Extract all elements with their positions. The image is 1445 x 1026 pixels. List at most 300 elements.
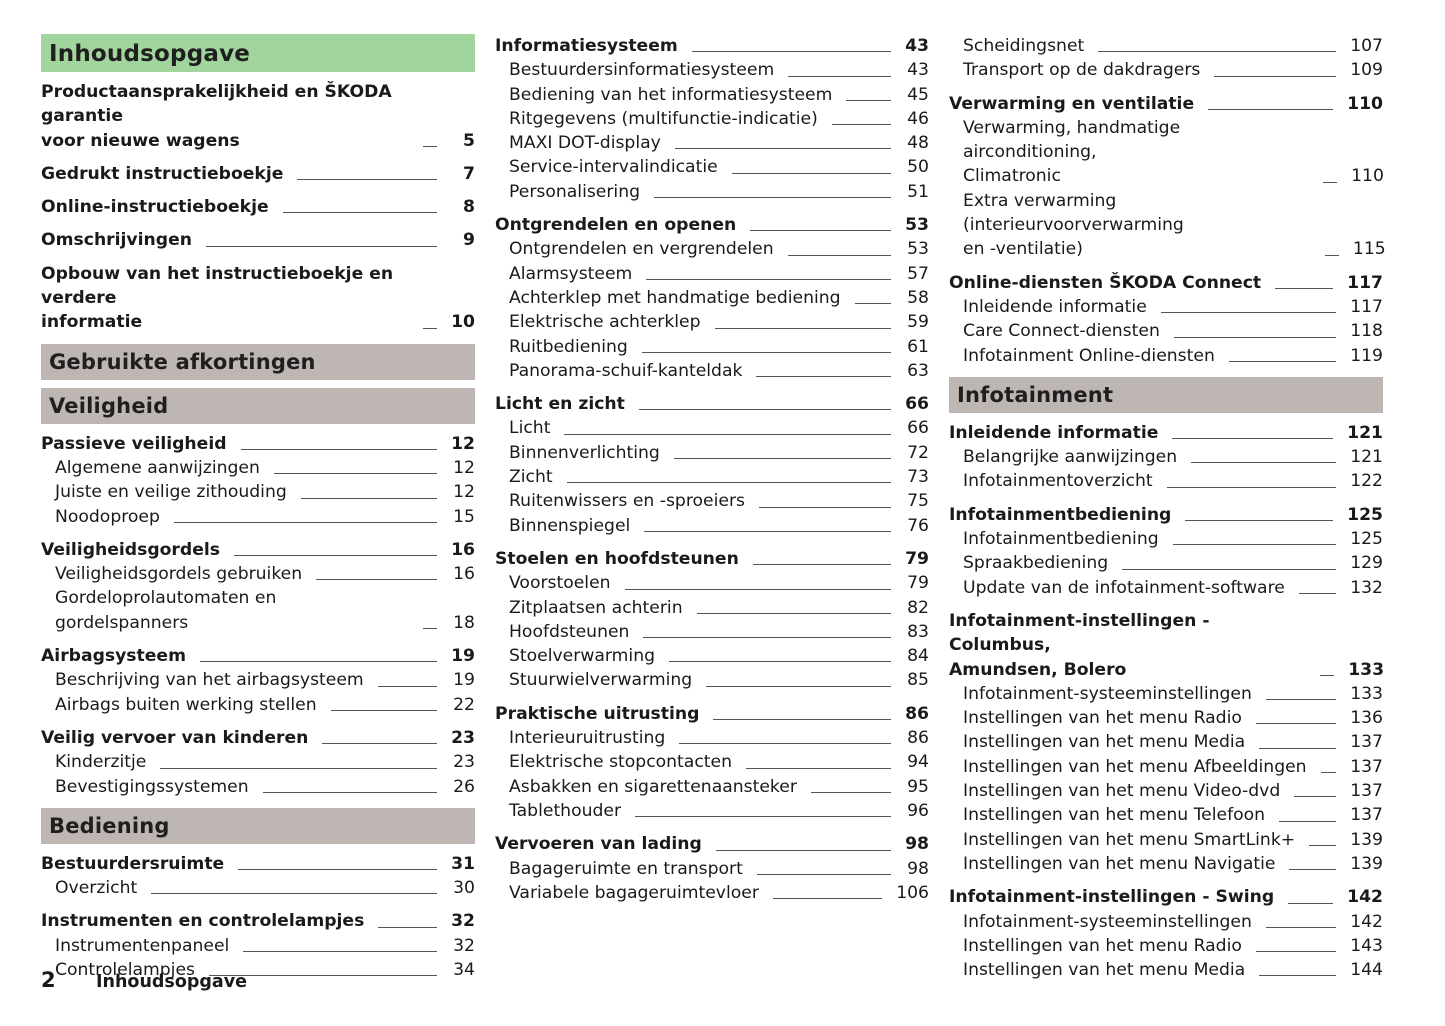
- leader-line: [642, 352, 891, 353]
- leader-line: [674, 458, 891, 459]
- leader-line: [1323, 182, 1337, 183]
- toc-entry-label-line: Bevestigingssystemen: [55, 776, 249, 797]
- toc-entry-label-line: Achterklep met handmatige bediening: [509, 287, 841, 308]
- page-number-ref: 96: [907, 800, 929, 821]
- toc-entry-label-line: Overzicht: [55, 878, 138, 899]
- page-number-ref: 117: [1350, 296, 1383, 317]
- toc-entry-label-line: Stoelen en hoofdsteunen: [495, 548, 739, 569]
- page-number-ref: 98: [905, 834, 929, 855]
- leader-line: [331, 710, 437, 711]
- toc-entry-label-line: Inleidende informatie: [949, 422, 1159, 443]
- toc-entry-label-line: Infotainment-systeeminstellingen: [963, 683, 1252, 704]
- toc-item-variabele-bagageruimtevloer[interactable]: [495, 881, 929, 905]
- leader-line: [756, 376, 891, 377]
- section-band-bediening: Bediening: [41, 808, 475, 844]
- toc-entry-label: [41, 432, 227, 456]
- toc-chapter-airbagsysteem[interactable]: [41, 644, 475, 668]
- page-number-ref: 15: [453, 506, 475, 527]
- toc-item-elektrische-achterklep[interactable]: [495, 310, 929, 334]
- page-number-ref: 32: [453, 935, 475, 956]
- toc-item-bediening-van-het-informatiesysteem[interactable]: [495, 83, 929, 107]
- leader-line: [1122, 569, 1336, 570]
- leader-line: [1174, 337, 1336, 338]
- toc-chapter-veilig-vervoer-van-kinderen[interactable]: [41, 726, 475, 750]
- toc-entry-label: [509, 750, 732, 774]
- leader-line: [643, 637, 891, 638]
- leader-line: [1173, 544, 1337, 545]
- leader-line: [234, 555, 437, 556]
- toc-entry-label: [949, 92, 1194, 116]
- toc-chapter-vervoeren-van-lading[interactable]: [495, 832, 929, 856]
- page-number-ref: 30: [453, 878, 475, 899]
- toc-item-infotainment-systeeminstellingen[interactable]: [949, 682, 1383, 706]
- toc-item-zicht[interactable]: [495, 465, 929, 489]
- toc-chapter-licht-en-zicht[interactable]: [495, 392, 929, 416]
- toc-entry-label: [509, 107, 818, 131]
- page-number-ref: 34: [453, 960, 475, 981]
- toc-entry-label: [509, 58, 774, 82]
- toc-entry-label: [509, 155, 718, 179]
- toc-entry-label: [41, 262, 409, 335]
- leader-line: [773, 898, 882, 899]
- toc-item-infotainmentbediening[interactable]: [949, 527, 1383, 551]
- toc-entry-label: [55, 668, 364, 692]
- toc-entry-label: [963, 189, 1311, 262]
- toc-chapter-online-diensten-skoda-connect[interactable]: [949, 271, 1383, 295]
- toc-entry-label-line: Binnenspiegel: [509, 515, 631, 536]
- toc-entry-label: [963, 551, 1108, 575]
- leader-line: [750, 230, 891, 231]
- leader-line: [1172, 438, 1333, 439]
- page-number-ref: 110: [1347, 93, 1383, 114]
- toc-item-instellingen-van-het-menu-afbeeldingen[interactable]: [949, 755, 1383, 779]
- page-number-ref: 94: [907, 752, 929, 773]
- toc-entry-label: [509, 465, 553, 489]
- toc-entry-label: [509, 571, 611, 595]
- toc-entry-label: [55, 750, 146, 774]
- toc-item-scheidingsnet[interactable]: [949, 34, 1383, 58]
- toc-entry-label-line: Veiligheidsgordels gebruiken: [55, 564, 303, 585]
- toc-entry-label-line: Infotainment-instellingen - Swing: [949, 887, 1275, 908]
- toc-chapter-veiligheidsgordels[interactable]: [41, 538, 475, 562]
- leader-line: [241, 449, 437, 450]
- leader-line: [753, 564, 891, 565]
- toc-item-belangrijke-aanwijzingen[interactable]: [949, 445, 1383, 469]
- toc-entry-label-line: Licht: [509, 418, 551, 439]
- page-number-ref: 53: [907, 239, 929, 260]
- leader-line: [715, 328, 891, 329]
- toc-item-care-connect-diensten[interactable]: [949, 319, 1383, 343]
- toc-chapter-online-instructieboekje[interactable]: [41, 195, 475, 219]
- toc-entry-label: [509, 131, 661, 155]
- toc-entry-label-line: Productaansprakelijkheid en ŠKODA garantie: [41, 82, 392, 127]
- toc-entry-label: [963, 958, 1245, 982]
- page-number-ref: 58: [907, 287, 929, 308]
- leader-line: [679, 743, 891, 744]
- toc-entry-label-line: Infotainment Online-diensten: [963, 345, 1215, 366]
- toc-item-infotainment-online-diensten[interactable]: [949, 344, 1383, 368]
- toc-item-instellingen-van-het-menu-telefoon[interactable]: [949, 803, 1383, 827]
- toc-group: [949, 609, 1383, 876]
- toc-item-bagageruimte-en-transport[interactable]: [495, 857, 929, 881]
- leader-line: [423, 628, 437, 629]
- toc-item-verwarming-handmatige-airconditioning-climatronic[interactable]: [949, 116, 1383, 189]
- leader-line: [1259, 975, 1336, 976]
- page-number-ref: 121: [1350, 447, 1383, 468]
- toc-entry-label: [963, 779, 1280, 803]
- toc-group: [41, 195, 475, 219]
- toc-entry-label-line: Ruitenwissers en -sproeiers: [509, 491, 745, 512]
- toc-entry-label-line: Opbouw van het instructieboekje en verdere: [41, 263, 394, 309]
- toc-chapter-ontgrendelen-en-openen[interactable]: [495, 213, 929, 237]
- toc-entry-label-line: Variabele bagageruimtevloer: [509, 882, 759, 903]
- page-number-ref: 98: [907, 858, 929, 879]
- leader-line: [322, 743, 437, 744]
- page-number-ref: 72: [907, 442, 929, 463]
- toc-entry-label-line: Hoofdsteunen: [509, 621, 630, 642]
- page-number-ref: 115: [1352, 239, 1386, 260]
- toc-chapter-informatiesysteem[interactable]: [495, 34, 929, 58]
- page-number-ref: 125: [1347, 504, 1383, 525]
- page-number-ref: 31: [451, 853, 475, 874]
- leader-line: [675, 148, 891, 149]
- toc-entry-label: [509, 668, 692, 692]
- leader-line: [1214, 76, 1336, 77]
- toc-entry-label-line: Noodoproep: [55, 506, 160, 527]
- toc-entry-label: [963, 682, 1252, 706]
- page-number-ref: 83: [907, 621, 929, 642]
- toc-entry-label-line: Zicht: [509, 467, 553, 488]
- toc-entry-label: [963, 730, 1245, 754]
- page-number-ref: 43: [907, 60, 929, 81]
- toc-item-achterklep-met-handmatige-bediening[interactable]: [495, 286, 929, 310]
- toc-chapter-passieve-veiligheid[interactable]: [41, 432, 475, 456]
- toc-entry-label: [949, 609, 1306, 682]
- toc-entry-label: [55, 562, 302, 586]
- toc-chapter-opbouw-van-het-instructieboekje-en-verdere-informatie[interactable]: [41, 262, 475, 335]
- toc-entry-label-line: Online-instructieboekje: [41, 197, 269, 218]
- toc-entry-label-line: Binnenverlichting: [509, 442, 660, 463]
- toc-column-2: [495, 34, 929, 914]
- toc-item-binnenverlichting[interactable]: [495, 441, 929, 465]
- page-number-ref: 12: [453, 457, 475, 478]
- toc-item-instellingen-van-het-menu-radio[interactable]: [949, 934, 1383, 958]
- toc-entry-label-line: Bediening van het informatiesysteem: [509, 84, 833, 105]
- toc-entry-label: [509, 489, 745, 513]
- toc-item-infotainment-systeeminstellingen[interactable]: [949, 910, 1383, 934]
- toc-entry-label-line: Scheidingsnet: [963, 36, 1085, 56]
- toc-entry-label-line: Beschrijving van het airbagsysteem: [55, 670, 364, 691]
- leader-line: [151, 893, 437, 894]
- toc-item-instellingen-van-het-menu-radio[interactable]: [949, 706, 1383, 730]
- leader-line: [567, 482, 891, 483]
- page-number-ref: 63: [907, 360, 929, 381]
- toc-entry-label-line: Juiste en veilige zithouding: [55, 482, 287, 503]
- toc-chapter-bestuurdersruimte[interactable]: [41, 852, 475, 876]
- toc-item-voorstoelen[interactable]: [495, 571, 929, 595]
- page-number-ref: 26: [453, 776, 475, 797]
- toc-entry-label-line: Service-intervalindicatie: [509, 157, 718, 178]
- toc-entry-label: [55, 480, 287, 504]
- toc-entry-label-line: Climatronic: [963, 166, 1061, 187]
- page-number-ref: 119: [1350, 345, 1383, 366]
- toc-entry-label: [509, 441, 660, 465]
- toc-entry-label-line: Controlelampjes: [55, 960, 195, 981]
- toc-entry-label-line: Licht en zicht: [495, 394, 625, 415]
- toc-chapter-gedrukt-instructieboekje[interactable]: [41, 162, 475, 186]
- toc-item-spraakbediening[interactable]: [949, 551, 1383, 575]
- toc-entry-label-line: Elektrische achterklep: [509, 312, 701, 333]
- toc-chapter-praktische-uitrusting[interactable]: [495, 702, 929, 726]
- toc-item-airbags-buiten-werking-stellen[interactable]: [41, 693, 475, 717]
- toc-entry-label: [963, 344, 1215, 368]
- toc-item-ruitenwissers-en-sproeiers[interactable]: [495, 489, 929, 513]
- toc-chapter-infotainment-instellingen-swing[interactable]: [949, 885, 1383, 909]
- toc-item-bevestigingssystemen[interactable]: [41, 775, 475, 799]
- section-band-gebruikte-afkortingen: Gebruikte afkortingen: [41, 344, 475, 380]
- page-number-ref: 109: [1350, 60, 1383, 81]
- toc-item-stuurwielverwarming[interactable]: [495, 668, 929, 692]
- toc-entry-label-line: Instellingen van het menu Video-dvd: [963, 781, 1281, 802]
- toc-entry-label-line: Instrumentenpaneel: [55, 935, 230, 956]
- leader-line: [1256, 723, 1336, 724]
- toc-item-update-van-de-infotainment-software[interactable]: [949, 576, 1383, 600]
- page-number-ref: 16: [453, 564, 475, 585]
- toc-chapter-inleidende-informatie[interactable]: [949, 421, 1383, 445]
- toc-entry-label-line: Elektrische stopcontacten: [509, 752, 732, 773]
- toc-item-instellingen-van-het-menu-media[interactable]: [949, 958, 1383, 982]
- toc-item-binnenspiegel[interactable]: [495, 514, 929, 538]
- toc-entry-label-line: Amundsen, Bolero: [949, 659, 1127, 680]
- toc-item-elektrische-stopcontacten[interactable]: [495, 750, 929, 774]
- leader-line: [1321, 772, 1337, 773]
- toc-entry-label-line: Transport op de dakdragers: [963, 60, 1201, 81]
- toc-entry-label: [495, 702, 699, 726]
- page-number-ref: 59: [907, 312, 929, 333]
- leader-line: [1266, 699, 1336, 700]
- toc-group: [41, 162, 475, 186]
- page-number-ref: 73: [907, 467, 929, 488]
- leader-line: [423, 146, 437, 147]
- toc-entry-label-line: Bestuurdersruimte: [41, 853, 225, 874]
- toc-group: [41, 852, 475, 901]
- toc-item-instellingen-van-het-menu-media[interactable]: [949, 730, 1383, 754]
- toc-item-beschrijving-van-het-airbagsysteem[interactable]: [41, 668, 475, 692]
- toc-entry-label-line: Instellingen van het menu Afbeeldingen: [963, 756, 1307, 777]
- page-number-ref: 75: [907, 491, 929, 512]
- page-number-ref: 118: [1350, 321, 1383, 342]
- toc-entry-label: [509, 857, 743, 881]
- toc-entry-label: [509, 881, 759, 905]
- toc-entry-label: [509, 286, 841, 310]
- toc-entry-label: [963, 910, 1252, 934]
- leader-line: [788, 76, 891, 77]
- toc-entry-label: [509, 359, 742, 383]
- toc-item-noodoproep[interactable]: [41, 505, 475, 529]
- toc-chapter-verwarming-en-ventilatie[interactable]: [949, 92, 1383, 116]
- toc-entry-label-line: Inleidende informatie: [963, 296, 1147, 317]
- toc-item-algemene-aanwijzingen[interactable]: [41, 456, 475, 480]
- toc-chapter-infotainmentbediening[interactable]: [949, 503, 1383, 527]
- leader-line: [757, 874, 891, 875]
- page-number-ref: 43: [905, 36, 929, 56]
- toc-entry-label: [41, 195, 269, 219]
- toc-entry-label-line: Gedrukt instructieboekje: [41, 163, 284, 184]
- leader-line: [811, 792, 891, 793]
- toc-item-licht[interactable]: [495, 416, 929, 440]
- toc-item-alarmsysteem[interactable]: [495, 262, 929, 286]
- toc-item-hoofdsteunen[interactable]: [495, 620, 929, 644]
- leader-line: [1275, 288, 1333, 289]
- toc-item-transport-op-de-dakdragers[interactable]: [949, 58, 1383, 82]
- toc-group: [495, 832, 929, 905]
- toc-entry-label-line: Zitplaatsen achterin: [509, 597, 683, 618]
- toc-entry-label: [55, 876, 137, 900]
- toc-entry-label-line: Omschrijvingen: [41, 230, 192, 251]
- toc-entry-label: [509, 799, 621, 823]
- toc-item-instrumentenpaneel[interactable]: [41, 934, 475, 958]
- toc-entry-label: [495, 34, 678, 58]
- toc-entry-label: [949, 503, 1171, 527]
- toc-item-gordeloprolautomaten-en-gordelspanners[interactable]: [41, 586, 475, 635]
- leader-line: [274, 473, 437, 474]
- leader-line: [1289, 869, 1336, 870]
- page-number-ref: 137: [1350, 781, 1383, 802]
- page-number-ref: 9: [463, 230, 475, 251]
- toc-entry-label-line: Airbags buiten werking stellen: [55, 694, 317, 715]
- leader-line: [1256, 951, 1336, 952]
- toc-item-bestuurdersinformatiesysteem[interactable]: [495, 58, 929, 82]
- page-number-ref: 107: [1350, 36, 1383, 56]
- toc-item-inleidende-informatie[interactable]: [949, 295, 1383, 319]
- page-number-ref: 139: [1350, 829, 1383, 850]
- toc-item-service-intervalindicatie[interactable]: [495, 155, 929, 179]
- page-number-ref: 110: [1351, 166, 1384, 187]
- leader-line: [200, 661, 437, 662]
- page-number-ref: 53: [905, 215, 929, 236]
- toc-entry-label: [55, 693, 317, 717]
- leader-line: [644, 531, 891, 532]
- leader-line: [669, 661, 891, 662]
- page-number-ref: 84: [907, 646, 929, 667]
- leader-line: [316, 579, 437, 580]
- toc-item-infotainmentoverzicht[interactable]: [949, 469, 1383, 493]
- toc-item-zitplaatsen-achterin[interactable]: [495, 596, 929, 620]
- leader-line: [1191, 462, 1336, 463]
- toc-entry-label: [509, 83, 832, 107]
- page-number-ref: 8: [463, 197, 475, 218]
- toc-item-ruitbediening[interactable]: [495, 335, 929, 359]
- toc-entry-label: [55, 775, 249, 799]
- toc-item-kinderzitje[interactable]: [41, 750, 475, 774]
- leader-line: [697, 613, 891, 614]
- page-number-ref: 137: [1350, 805, 1383, 826]
- toc-item-maxi-dot-display[interactable]: [495, 131, 929, 155]
- toc-item-panorama-schuif-kanteldak[interactable]: [495, 359, 929, 383]
- toc-item-ontgrendelen-en-vergrendelen[interactable]: [495, 237, 929, 261]
- page-number-ref: 12: [453, 482, 475, 503]
- toc-item-ritgegevens-multifunctie-indicatie[interactable]: [495, 107, 929, 131]
- toc-chapter-instrumenten-en-controlelampjes[interactable]: [41, 909, 475, 933]
- page-number-ref: 137: [1350, 756, 1383, 777]
- toc-chapter-productaansprakelijkheid-en-skoda-garantie-voor-nieuwe-wagens[interactable]: [41, 80, 475, 153]
- toc-entry-label: [963, 852, 1275, 876]
- page-number-ref: 85: [907, 670, 929, 691]
- toc-group: [495, 702, 929, 823]
- toc-entry-label-line: Voorstoelen: [509, 573, 611, 594]
- page-number-ref: 48: [907, 133, 929, 154]
- leader-line: [625, 589, 891, 590]
- toc-group: [41, 726, 475, 799]
- page-number-ref: 139: [1350, 853, 1383, 874]
- page-number-ref: 76: [907, 515, 929, 536]
- toc-item-instellingen-van-het-menu-navigatie[interactable]: [949, 852, 1383, 876]
- page-number-ref: 79: [905, 548, 929, 569]
- footer-title: Inhoudsopgave: [96, 972, 248, 992]
- leader-line: [243, 951, 437, 952]
- toc-item-instellingen-van-het-menu-smartlink[interactable]: [949, 828, 1383, 852]
- leader-line: [1098, 51, 1336, 52]
- toc-item-stoelverwarming[interactable]: [495, 644, 929, 668]
- toc-entry-label: [55, 934, 229, 958]
- toc-group: [41, 644, 475, 717]
- toc-entry-label-line: Verwarming, handmatige airconditioning,: [963, 117, 1181, 163]
- toc-chapter-stoelen-en-hoofdsteunen[interactable]: [495, 547, 929, 571]
- leader-line: [1259, 748, 1336, 749]
- toc-entry-label: [509, 310, 701, 334]
- leader-line: [206, 246, 437, 247]
- toc-entry-label-line: Kinderzitje: [55, 752, 147, 773]
- toc-chapter-infotainment-instellingen-columbus-amundsen-bolero[interactable]: [949, 609, 1383, 682]
- toc-entry-label-line: Instellingen van het menu Telefoon: [963, 805, 1266, 826]
- toc-item-veiligheidsgordels-gebruiken[interactable]: [41, 562, 475, 586]
- toc-entry-label: [41, 80, 409, 153]
- toc-item-interieuruitrusting[interactable]: [495, 726, 929, 750]
- toc-group: [41, 262, 475, 335]
- toc-entry-label: [963, 319, 1160, 343]
- toc-entry-label-line: Bestuurdersinformatiesysteem: [509, 60, 775, 81]
- toc-item-extra-verwarming-interieurvoorverwarming-en-ventilatie[interactable]: [949, 189, 1386, 262]
- toc-item-asbakken-en-sigarettenaansteker[interactable]: [495, 775, 929, 799]
- toc-item-overzicht[interactable]: [41, 876, 475, 900]
- leader-line: [646, 279, 891, 280]
- page-number-ref: 86: [907, 728, 929, 749]
- leader-line: [297, 179, 437, 180]
- toc-entry-label-line: Care Connect-diensten: [963, 321, 1160, 342]
- toc-item-juiste-en-veilige-zithouding[interactable]: [41, 480, 475, 504]
- toc-entry-label-line: Instellingen van het menu Radio: [963, 708, 1242, 729]
- leader-line: [1288, 903, 1333, 904]
- toc-entry-label-line: Verwarming en ventilatie: [949, 93, 1195, 114]
- leader-line: [832, 124, 891, 125]
- leader-line: [1325, 255, 1339, 256]
- page-number-ref: 51: [907, 181, 929, 202]
- page-number-ref: 142: [1347, 887, 1383, 908]
- toc-item-instellingen-van-het-menu-video-dvd[interactable]: [949, 779, 1383, 803]
- toc-item-tablethouder[interactable]: [495, 799, 929, 823]
- toc-entry-label: [495, 547, 739, 571]
- page-number-ref: 57: [907, 263, 929, 284]
- page-number-ref: 142: [1350, 911, 1383, 932]
- page-number-ref: 132: [1350, 577, 1383, 598]
- toc-item-personalisering[interactable]: [495, 180, 929, 204]
- leader-line: [716, 850, 891, 851]
- toc-entry-label-line: Gordeloprolautomaten en gordelspanners: [55, 588, 277, 633]
- leader-line: [1266, 927, 1336, 928]
- toc-entry-label-line: Update van de infotainment-software: [963, 577, 1285, 598]
- toc-column-1: [41, 34, 475, 991]
- toc-chapter-omschrijvingen[interactable]: [41, 228, 475, 252]
